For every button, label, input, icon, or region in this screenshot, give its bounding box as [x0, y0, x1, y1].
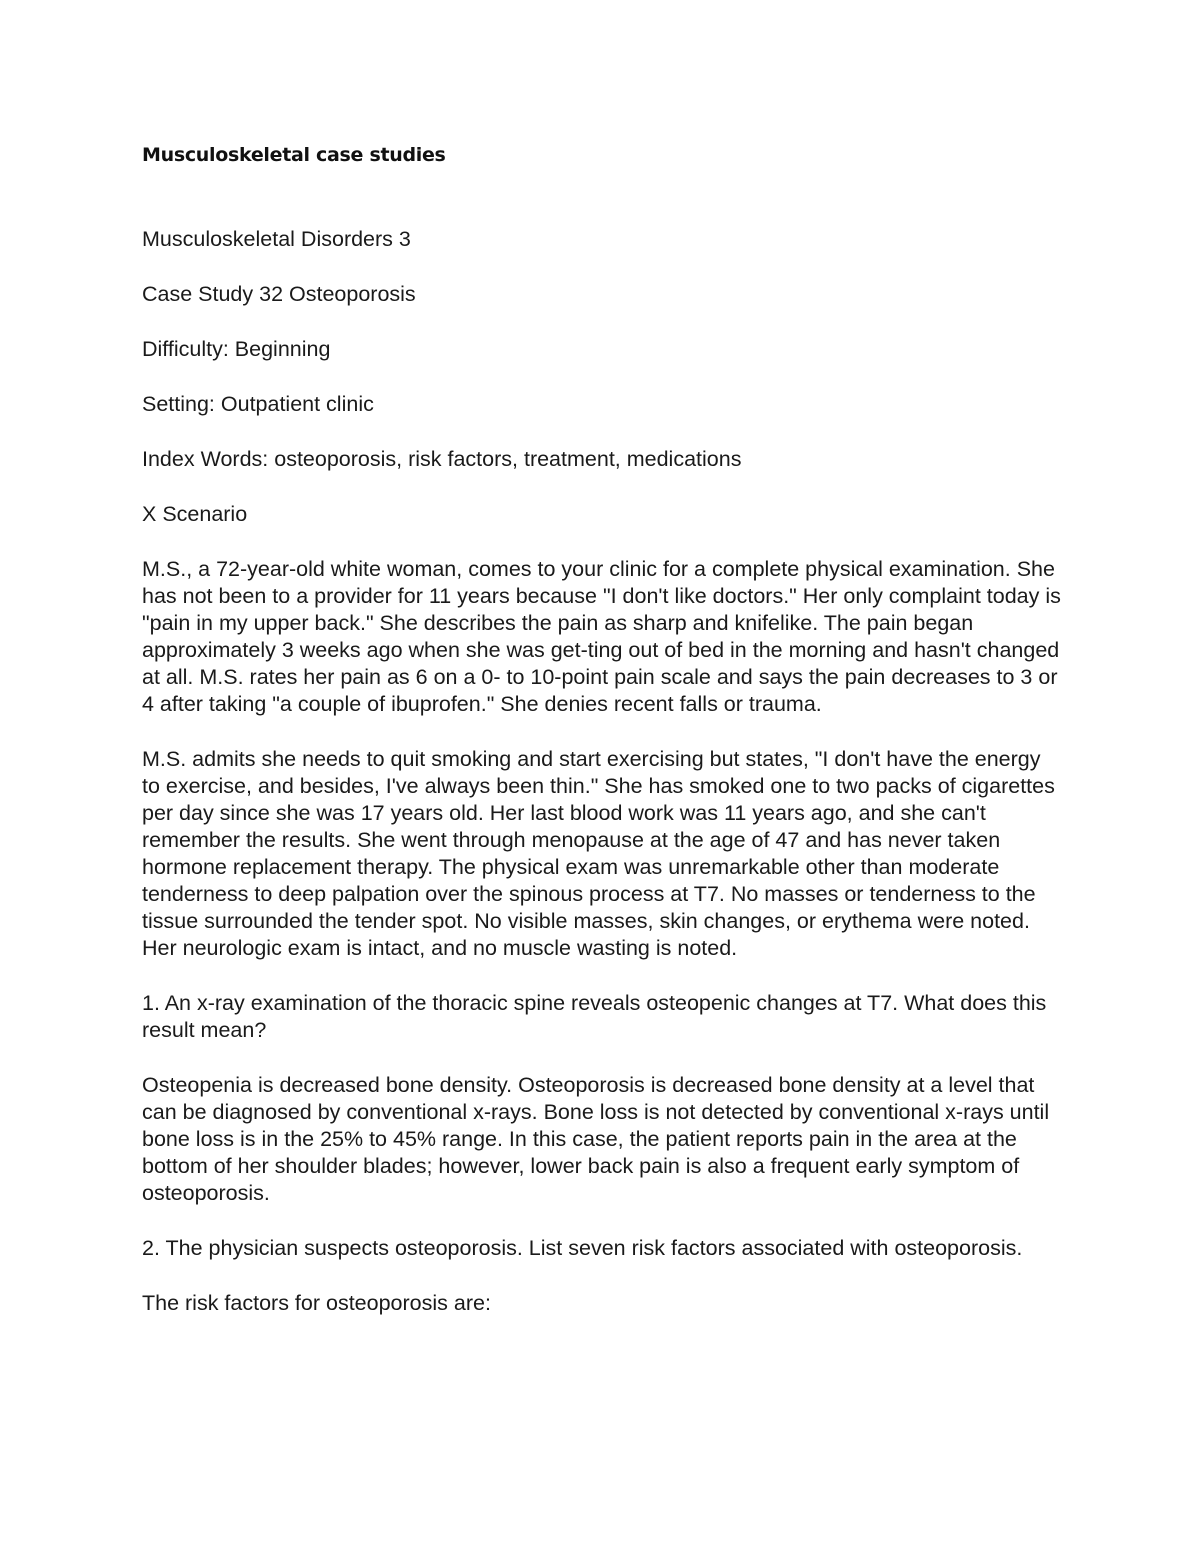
paragraph-question-2: 2. The physician suspects osteoporosis. List seven risk factors associated with osteoporosis.: [142, 1236, 1023, 1260]
paragraph-answer-1: Osteopenia is decreased bone density. Osteoporosis is decreased bone density at a level that can be diagnosed by conventional x-rays. Bone loss is not detected by conventional x-rays until bone loss is in the 25% to 45% range. In this case, the patient reports pain in the area at the bottom of her shoulder blades; however, lower back pain is also a frequent early symptom of osteoporosis.: [142, 1073, 1050, 1205]
paragraph-index-words: Index Words: osteoporosis, risk factors, treatment, medications: [142, 447, 742, 471]
paragraph-question-1: 1. An x-ray examination of the thoracic spine reveals osteopenic changes at T7. What does this result mean?: [142, 991, 1047, 1042]
paragraph-scenario-heading: X Scenario: [142, 502, 248, 526]
document-body: [142, 142, 1062, 1345]
paragraph-answer-2-intro: The risk factors for osteoporosis are:: [142, 1291, 491, 1315]
paragraph-setting: Setting: Outpatient clinic: [142, 392, 374, 416]
paragraph-scenario-1: M.S., a 72-year-old white woman, comes to your clinic for a complete physical examination. She has not been to a provider for 11 years because "I don't like doctors." Her only complaint today is "pain in my upper back." She describes the pain as sharp and knifelike. The pain began approximately 3 weeks ago when she was get-ting out of bed in the morning and hasn't changed at all. M.S. rates her pain as 6 on a 0- to 10-point pain scale and says the pain decreases to 3 or 4 after taking "a couple of ibuprofen." She denies recent falls or trauma.: [142, 557, 1061, 716]
paragraph-difficulty: Difficulty: Beginning: [142, 337, 331, 361]
paragraph-scenario-2: M.S. admits she needs to quit smoking and start exercising but states, "I don't have the energy to exercise, and besides, I've always been thin." She has smoked one to two packs of cigarettes per day since she was 17 years old. Her last blood work was 11 years ago, and she can't remember the results. She went through menopause at the age of 47 and has never taken hormone replacement therapy. The physical exam was unremarkable other than moderate tenderness to deep palpation over the spinous process at T7. No masses or tenderness to the tissue surrounded the tender spot. No visible masses, skin changes, or erythema were noted. Her neurologic exam is intact, and no muscle wasting is noted.: [142, 747, 1055, 960]
paragraph-unit: Musculoskeletal Disorders 3: [142, 227, 411, 251]
document-title: Musculoskeletal case studies: [142, 144, 446, 166]
paragraph-case-study: Case Study 32 Osteoporosis: [142, 282, 416, 306]
